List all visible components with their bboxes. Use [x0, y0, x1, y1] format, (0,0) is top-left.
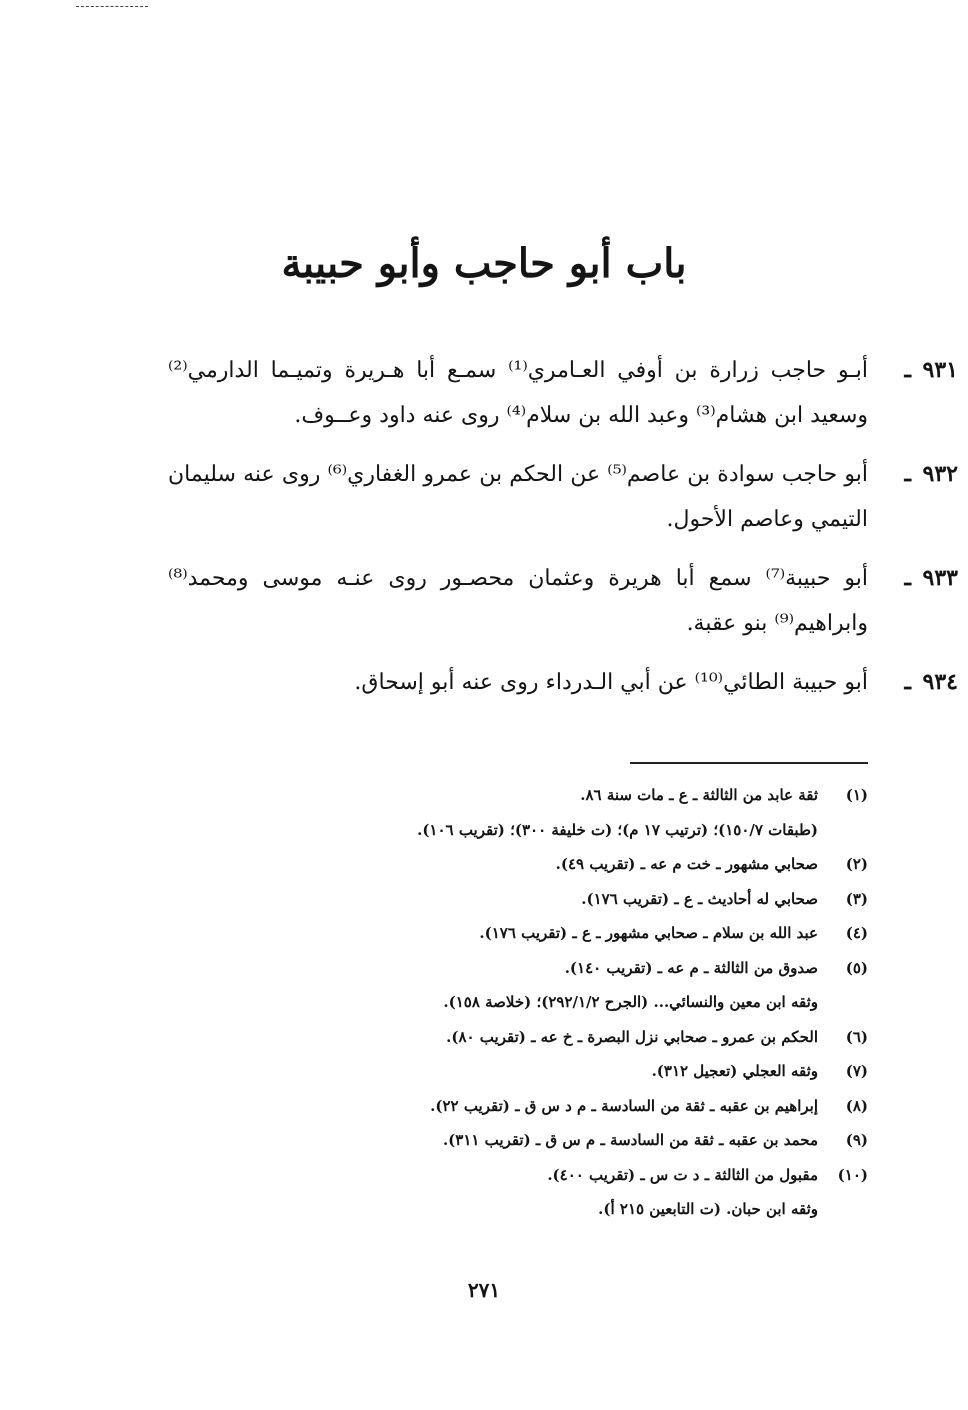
footnote	[248, 1089, 868, 1124]
entry	[168, 452, 958, 542]
footnote-number: (٤)	[845, 924, 868, 942]
footnote	[248, 1158, 868, 1193]
top-dashed-rule	[76, 6, 148, 7]
footnote	[248, 1123, 868, 1158]
footnote-text: صحابي مشهور ـ خت م عه ـ (تقريب ٤٩).	[555, 855, 818, 873]
entry	[168, 660, 958, 705]
entry-text: أبـو حاجب زرارة بن أوفي العـامري⁽¹⁾ سمـع أبا هـريرة وتميـما الدارمي⁽²⁾ وسعيد ابن هشام⁽³⁾ وعبد الله بن سلام⁽⁴⁾ روى عنه داود وعــوف.	[168, 358, 868, 428]
footnote-continuation	[248, 985, 868, 1020]
footnote-continuation	[248, 1192, 868, 1227]
footnote-number: (١)	[845, 786, 868, 804]
footnote	[248, 847, 868, 882]
footnote-text: صحابي له أحاديث ـ ع ـ (تقريب ١٧٦).	[581, 889, 818, 908]
footnote	[248, 951, 868, 986]
footnote-text: ثقة عابد من الثالثة ـ ع ـ مات سنة ٨٦.	[580, 786, 818, 804]
footnote-continuation	[248, 813, 868, 848]
footnote-text: وثقه ابن معين والنسائي... (الجرح ٢٩٢/١/٢)؛ (خلاصة ١٥٨).	[443, 993, 818, 1011]
footnote-text: صدوق من الثالثة ـ م عه ـ (تقريب ١٤٠).	[564, 958, 818, 977]
entry-number: ٩٣٣ ـ	[904, 565, 958, 591]
footnote-number: (٦)	[845, 1027, 868, 1046]
footnote-number: (١٠)	[837, 1165, 868, 1184]
footnote-text: مقبول من الثالثة ـ د ت س ـ (تقريب ٤٠٠).	[547, 1165, 818, 1184]
footnote-number: (٨)	[845, 1096, 868, 1115]
footnote-number: (٢)	[845, 855, 868, 873]
entry-text: أبو حبيبة⁽⁷⁾ سمع أبا هريرة وعثمان محصـور روى عنـه موسى ومحمد⁽⁸⁾ وابراهيم⁽⁹⁾ بنو عقبة.	[168, 566, 868, 636]
entry	[168, 348, 958, 438]
footnote	[248, 916, 868, 951]
footnote	[248, 1020, 868, 1055]
footnote-text: محمد بن عقبه ـ ثقة من السادسة ـ م س ق ـ (تقريب ٣١١).	[442, 1131, 818, 1149]
page-number: ٢٧١	[467, 1278, 501, 1302]
chapter-title: باب أبو حاجب وأبو حبيبة	[281, 240, 687, 287]
footnote-number: (٥)	[845, 958, 868, 977]
footnote-number: (٩)	[845, 1131, 868, 1149]
entry	[168, 556, 958, 646]
footnote	[248, 778, 868, 813]
footnote-number: (٣)	[845, 889, 868, 908]
footnote-text: عبد الله بن سلام ـ صحابي مشهور ـ ع ـ (تقريب ١٧٦).	[479, 924, 818, 942]
entry-number: ٩٣٤ ـ	[904, 669, 958, 695]
footnote-separator	[630, 762, 868, 764]
footnote-text: وثقه العجلي (تعجيل ٣١٢).	[651, 1062, 818, 1080]
footnote-text: (طبقات ١٥٠/٧)؛ (ترتيب ١٧ م)؛ (ت خليفة ٣٠٠)؛ (تقريب ١٠٦).	[417, 820, 818, 839]
footnote	[248, 1054, 868, 1089]
footnote-text: وثقه ابن حبان. (ت التابعين ٢١٥ أ).	[598, 1200, 818, 1218]
footnote-text: إبراهيم بن عقبه ـ ثقة من السادسة ـ م د س ق ـ (تقريب ٢٢).	[430, 1096, 818, 1115]
footnote-number: (٧)	[845, 1062, 868, 1080]
footnotes	[248, 778, 868, 1227]
footnote-text: الحكم بن عمرو ـ صحابي نزل البصرة ـ خ عه ـ (تقريب ٨٠).	[446, 1027, 818, 1046]
entry-number: ٩٣١ ـ	[904, 357, 958, 383]
entry-number: ٩٣٢ ـ	[904, 461, 958, 487]
entry-text: أبو حاجب سوادة بن عاصم⁽⁵⁾ عن الحكم بن عمرو الغفاري⁽⁶⁾ روى عنه سليمان التيمي وعاصم الأحول.	[168, 462, 868, 532]
footnote	[248, 882, 868, 917]
entries-list	[168, 348, 958, 719]
entry-text: أبو حبيبة الطائي⁽¹⁰⁾ عن أبي الـدرداء روى عنه أبو إسحاق.	[354, 670, 868, 695]
